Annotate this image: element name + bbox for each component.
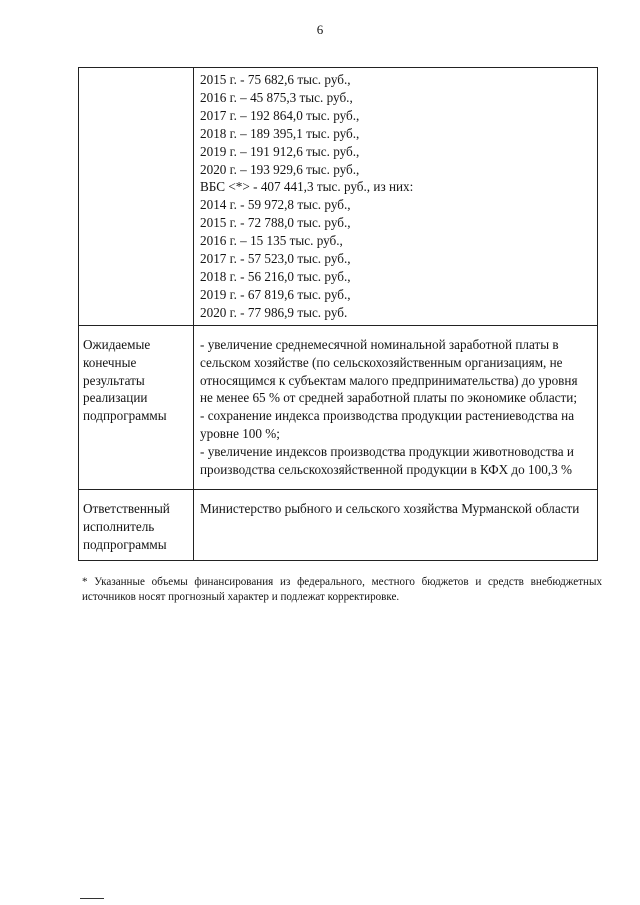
funding-line: 2016 г. – 45 875,3 тыс. руб., bbox=[200, 89, 353, 105]
table-cell-funding bbox=[194, 68, 598, 326]
funding-line: 2017 г. – 192 864,0 тыс. руб., bbox=[200, 107, 360, 123]
funding-line: 2016 г. – 15 135 тыс. руб., bbox=[200, 233, 343, 249]
funding-line: 2020 г. - 77 986,9 тыс. руб. bbox=[200, 304, 348, 320]
page-edge-mark bbox=[80, 898, 104, 899]
footnote: * Указанные объемы финансирования из федерального, местного бюджетов и средств внебюджетных источников носят прогнозный характер и подлежат корректировке. bbox=[82, 576, 602, 603]
funding-line: 2019 г. - 67 819,6 тыс. руб., bbox=[200, 286, 351, 302]
table-cell-results bbox=[194, 325, 598, 489]
funding-line: 2020 г. – 193 929,6 тыс. руб., bbox=[200, 161, 360, 177]
result-paragraph: - сохранение индекса производства продукции растениеводства на уровне 100 %; bbox=[200, 408, 575, 442]
table-row-funding bbox=[79, 68, 598, 326]
table-cell-responsible: Министерство рыбного и сельского хозяйства Мурманской области bbox=[194, 489, 598, 560]
funding-line: 2014 г. - 59 972,8 тыс. руб., bbox=[200, 197, 351, 213]
funding-line: ВБС <*> - 407 441,3 тыс. руб., из них: bbox=[200, 179, 414, 195]
funding-line: 2017 г. - 57 523,0 тыс. руб., bbox=[200, 251, 351, 267]
table-row-responsible bbox=[79, 489, 598, 560]
funding-line: 2018 г. – 189 395,1 тыс. руб., bbox=[200, 125, 360, 141]
funding-line: 2019 г. – 191 912,6 тыс. руб., bbox=[200, 143, 360, 159]
table-cell-label bbox=[79, 68, 194, 326]
funding-line: 2015 г. - 75 682,6 тыс. руб., bbox=[200, 72, 351, 87]
table-cell-label: Ответственный исполнитель подпрограммы bbox=[79, 489, 194, 560]
table-cell-label: Ожидаемые конечные результаты реализации подпрограммы bbox=[79, 325, 194, 489]
funding-line: 2018 г. - 56 216,0 тыс. руб., bbox=[200, 268, 351, 284]
result-paragraph: - увеличение среднемесячной номинальной заработной платы в сельском хозяйстве (по сельскохозяйственным организациям, не относящимся к субъектам малого предпринимательства) до уровня не менее 65 % от средней заработной платы по экономике области; bbox=[200, 336, 578, 406]
table-row-expected-results bbox=[79, 325, 598, 489]
page-number: 6 bbox=[316, 22, 324, 37]
result-paragraph: - увеличение индексов производства продукции животноводства и производства сельскохозяйственной продукции в КФХ до 100,3 % bbox=[200, 444, 574, 478]
funding-line: 2015 г. - 72 788,0 тыс. руб., bbox=[200, 215, 351, 231]
subprogram-passport-table bbox=[78, 67, 598, 561]
